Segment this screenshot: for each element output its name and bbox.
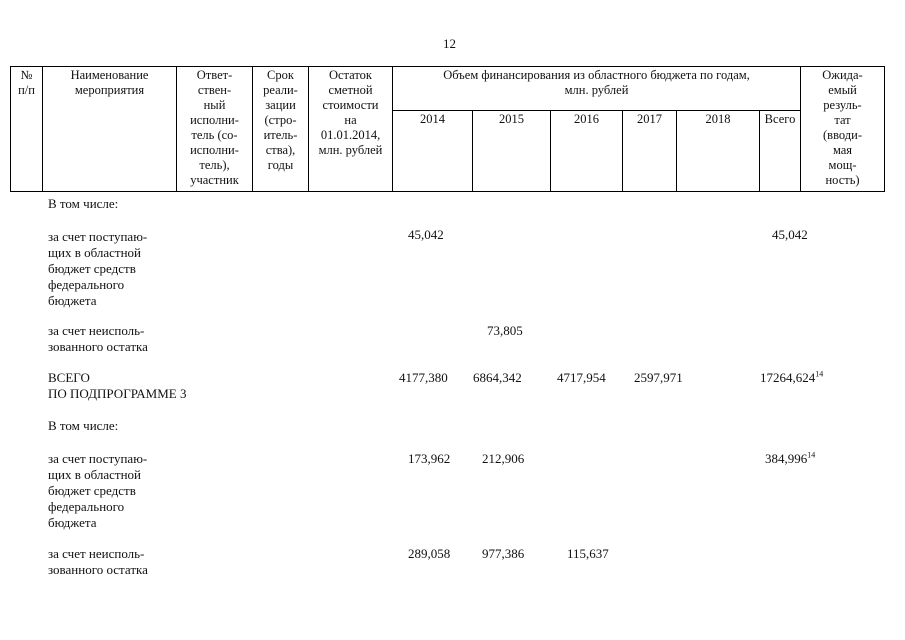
header-funding: Объем финансирования из областного бюджета по годам, млн. рублей xyxy=(393,67,801,111)
total-value: 384,996 xyxy=(765,451,808,466)
value-total xyxy=(760,370,823,386)
row-label: за счет неисполь- зованного остатка xyxy=(48,323,148,354)
header-responsible: Ответ- ствен- ный исполни- тель (со- исполни- тель), участник xyxy=(177,67,253,192)
header-year-total: Всего xyxy=(760,111,801,192)
header-year-2018: 2018 xyxy=(677,111,760,192)
header-year-2014: 2014 xyxy=(393,111,473,192)
value-2014: 45,042 xyxy=(408,227,444,242)
value-2016: 4717,954 xyxy=(557,370,606,385)
row-label: за счет неисполь- зованного остатка xyxy=(48,546,148,577)
header-year-2017: 2017 xyxy=(623,111,677,192)
value-2014: 4177,380 xyxy=(399,370,448,385)
row-label: за счет поступаю- щих в областной бюджет средств федерального бюджета xyxy=(48,229,148,308)
value-2016: 115,637 xyxy=(567,546,609,561)
value-2015: 212,906 xyxy=(482,451,525,466)
header-year-2016: 2016 xyxy=(551,111,623,192)
header-result: Ожида- емый резуль- тат (вводи- мая мощ- ность) xyxy=(801,67,885,192)
value-total xyxy=(765,451,815,467)
table-header xyxy=(10,66,885,192)
header-number: № п/п xyxy=(11,67,43,192)
row-label: ВСЕГО ПО ПОДПРОГРАММЕ 3 xyxy=(48,370,187,401)
row-label: В том числе: xyxy=(48,418,119,433)
row-label: за счет поступаю- щих в областной бюджет средств федерального бюджета xyxy=(48,451,148,530)
header-name: Наименование мероприятия xyxy=(43,67,177,192)
header-term: Срок реали- зации (стро- итель- ства), годы xyxy=(253,67,309,192)
footnote-mark: 14 xyxy=(807,450,816,460)
value-2015: 73,805 xyxy=(487,323,523,338)
header-balance: Остаток сметной стоимости на 01.01.2014, млн. рублей xyxy=(309,67,393,192)
total-value: 17264,624 xyxy=(760,370,816,385)
value-2015: 977,386 xyxy=(482,546,525,561)
value-2014: 289,058 xyxy=(408,546,451,561)
header-year-2015: 2015 xyxy=(473,111,551,192)
value-2014: 173,962 xyxy=(408,451,451,466)
value-total: 45,042 xyxy=(772,227,808,242)
page-number: 12 xyxy=(443,36,456,51)
footnote-mark: 14 xyxy=(815,369,824,379)
value-2015: 6864,342 xyxy=(473,370,522,385)
row-label: В том числе: xyxy=(48,196,119,211)
value-2017: 2597,971 xyxy=(634,370,683,385)
